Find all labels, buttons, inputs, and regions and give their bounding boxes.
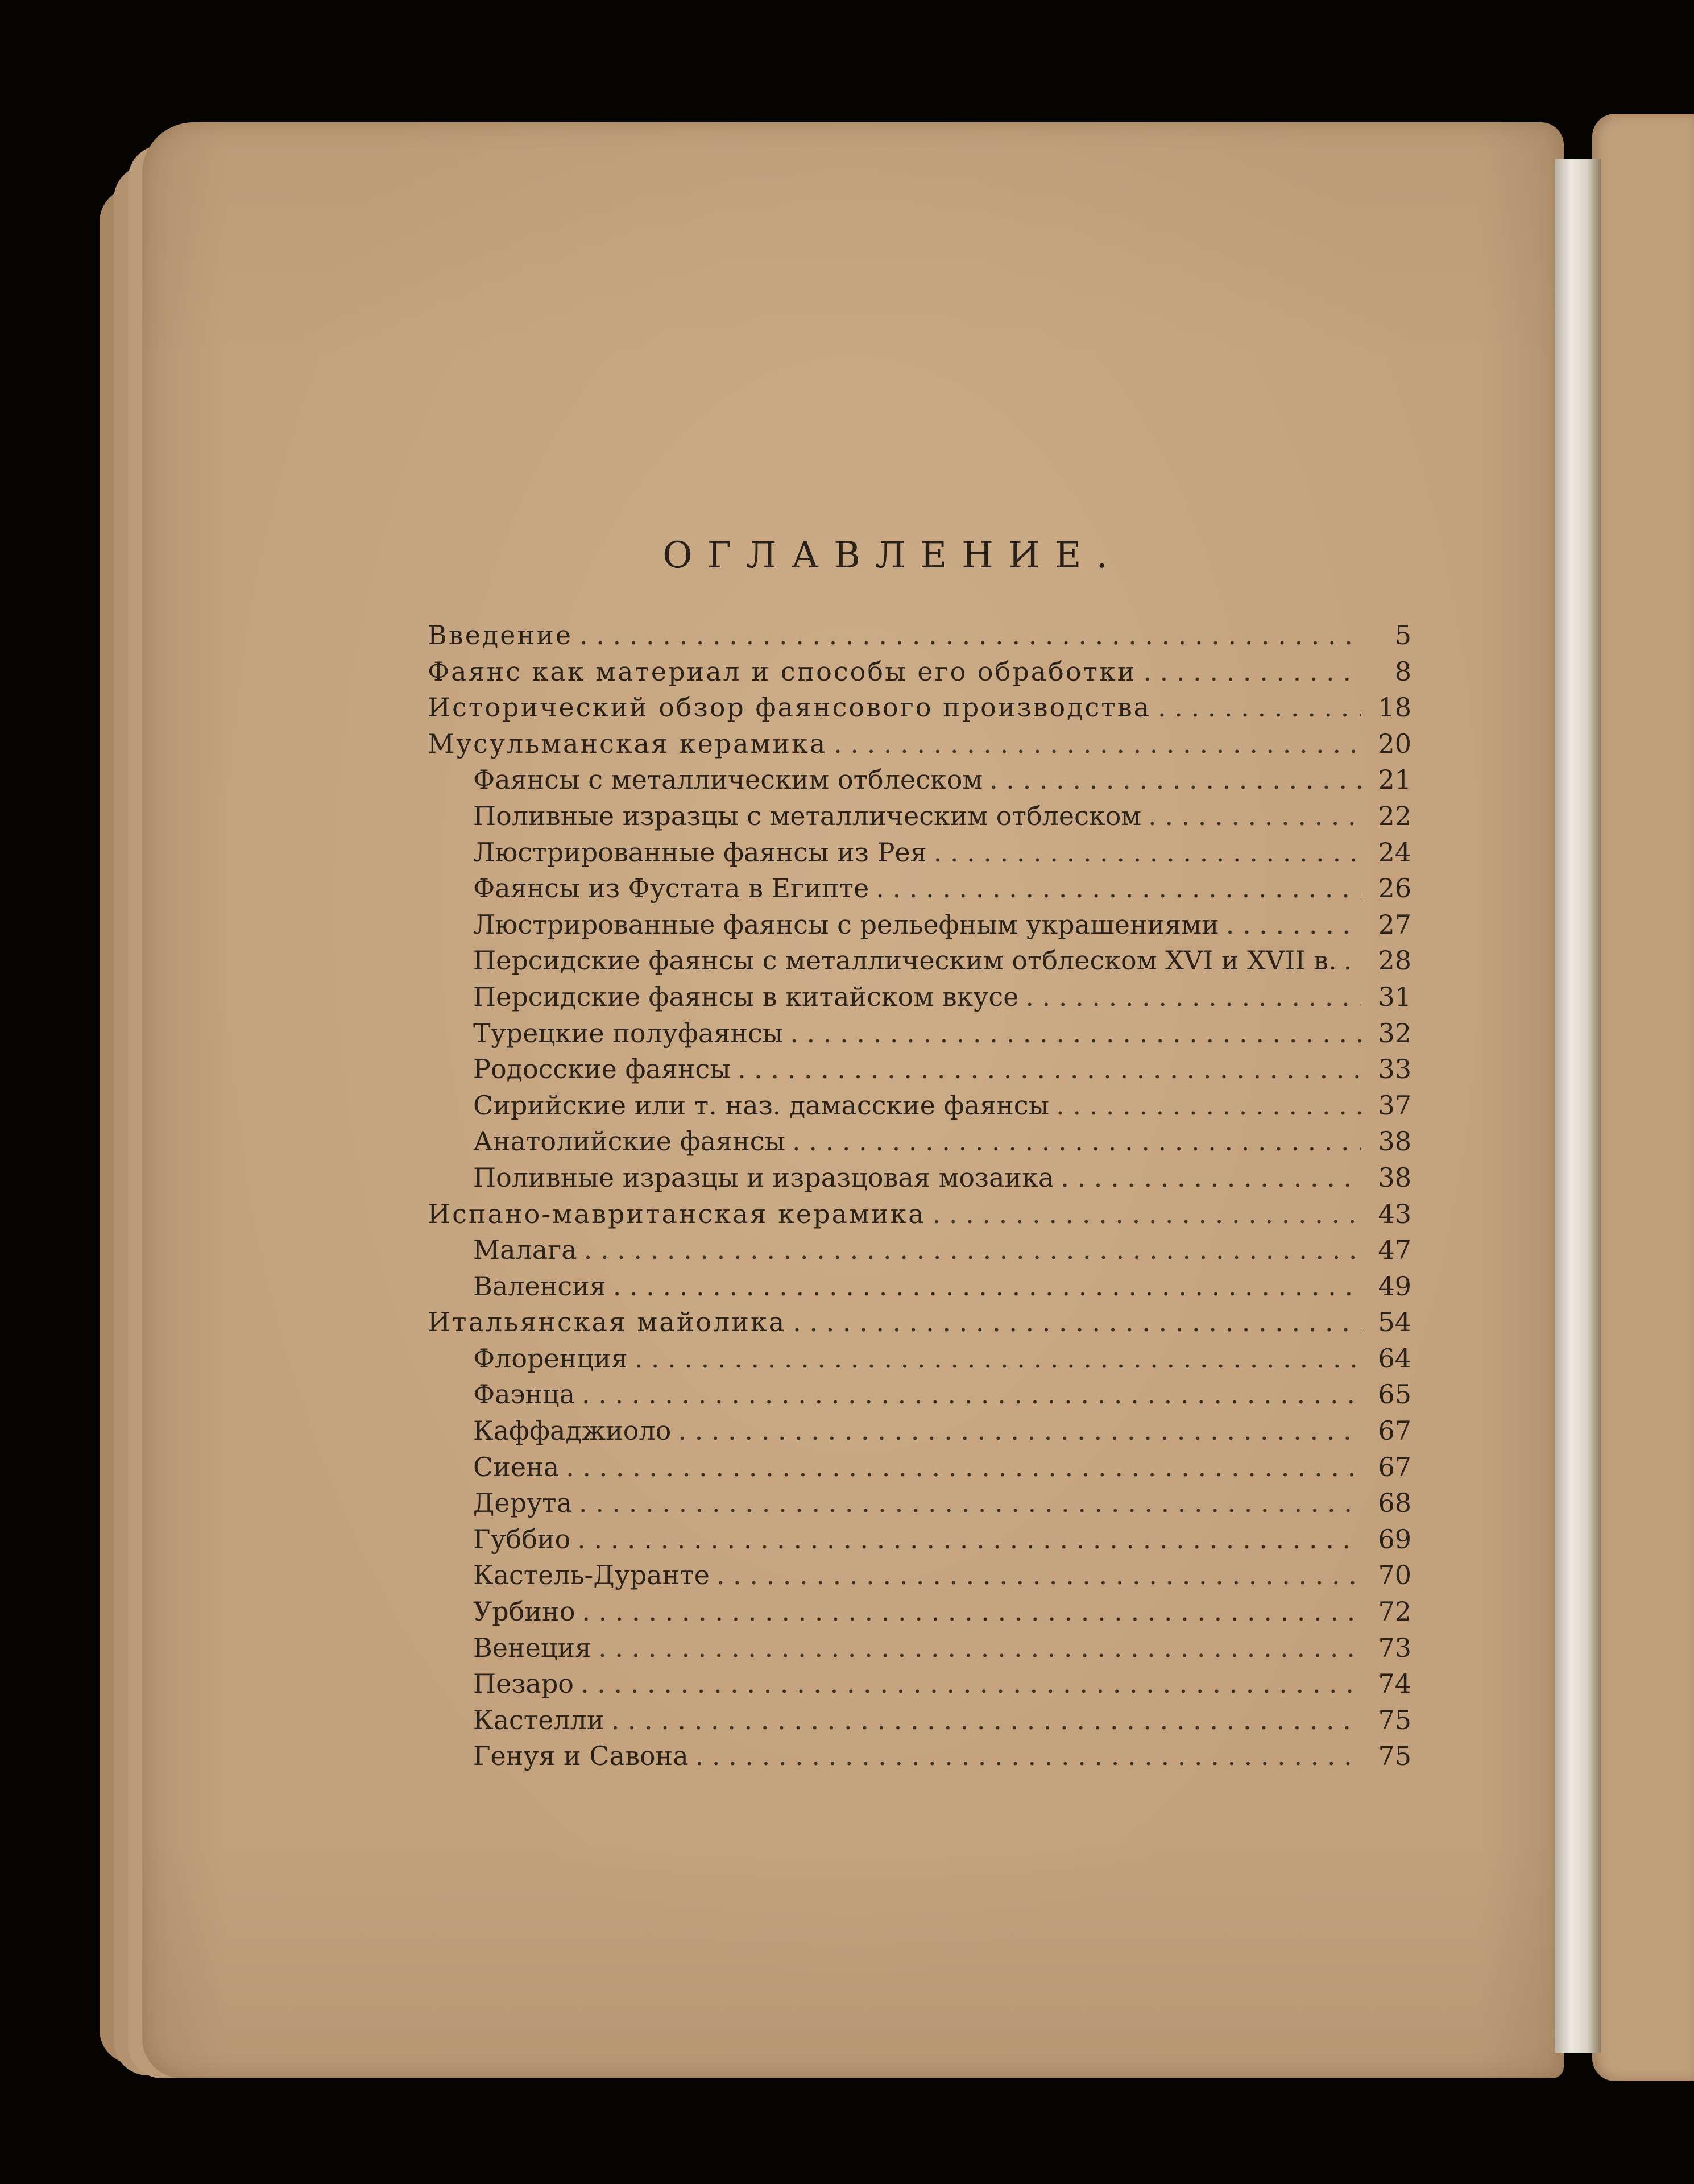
toc-entry-title: Губбио xyxy=(473,1523,571,1555)
toc-entry-title: Флоренция xyxy=(473,1342,628,1374)
dot-leader xyxy=(579,618,1361,654)
toc-entry-title: Генуя и Савона xyxy=(473,1740,689,1772)
adjacent-page xyxy=(1592,114,1694,2081)
toc-entry xyxy=(428,1341,1411,1377)
toc-page-number: 49 xyxy=(1378,1270,1411,1302)
toc-page-number: 65 xyxy=(1378,1379,1411,1410)
toc-page-number: 21 xyxy=(1378,764,1411,795)
toc-entry-title: Персидские фаянсы в китайском вкусе xyxy=(473,981,1019,1012)
toc-entry xyxy=(428,1160,1411,1196)
dot-leader xyxy=(1061,1160,1361,1196)
book-gutter xyxy=(1555,159,1601,2053)
dot-leader xyxy=(792,1124,1361,1160)
toc-page-number: 18 xyxy=(1378,692,1411,723)
toc-entry-title: Сирийские или т. наз. дамасские фаянсы xyxy=(473,1089,1050,1121)
toc-page-number: 43 xyxy=(1378,1198,1411,1229)
toc-entry xyxy=(428,1269,1411,1305)
dot-leader xyxy=(1148,798,1361,835)
dot-leader xyxy=(1158,690,1361,726)
toc-entry xyxy=(428,726,1411,762)
toc-entry xyxy=(428,690,1411,726)
toc-entry-title: Люстрированные фаянсы с рельефным украшениями xyxy=(473,909,1219,940)
toc-entry xyxy=(428,1738,1411,1775)
toc-entry-title: Итальянская майолика xyxy=(428,1307,786,1338)
toc-entry xyxy=(428,1088,1411,1124)
toc-entry-title: Кастель-Дуранте xyxy=(473,1560,710,1591)
dot-leader xyxy=(577,1522,1361,1558)
toc-entry-title: Фаянс как материал и способы его обработки xyxy=(428,656,1137,687)
toc-page-number: 26 xyxy=(1378,873,1411,904)
toc-page-number: 68 xyxy=(1378,1487,1411,1519)
dot-leader xyxy=(790,1016,1361,1052)
toc-entry-title: Малага xyxy=(473,1234,577,1266)
toc-page-number: 38 xyxy=(1378,1126,1411,1157)
toc-entry-title: Поливные изразцы с металлическим отблеском xyxy=(473,800,1142,831)
toc-entry-title: Фаянсы из Фустата в Египте xyxy=(473,873,869,904)
toc-page-number: 37 xyxy=(1378,1089,1411,1121)
toc-entry-title: Испано-мавританская керамика xyxy=(428,1198,926,1229)
dot-leader xyxy=(933,1196,1361,1233)
toc-page-number: 5 xyxy=(1394,620,1411,650)
toc-entry xyxy=(428,943,1411,979)
toc-page-number: 38 xyxy=(1378,1162,1411,1193)
toc-entry xyxy=(428,1485,1411,1522)
toc-entry-title: Пезаро xyxy=(473,1668,574,1700)
toc-page-number: 73 xyxy=(1378,1632,1411,1663)
toc-page-number: 74 xyxy=(1378,1668,1411,1700)
toc-entry xyxy=(428,618,1411,654)
dot-leader xyxy=(716,1557,1361,1594)
toc-page-number: 67 xyxy=(1378,1451,1411,1482)
dot-leader xyxy=(1143,654,1361,690)
toc-entry xyxy=(428,1124,1411,1160)
dot-leader xyxy=(613,1269,1361,1305)
toc-entry xyxy=(428,1051,1411,1088)
toc-entry-title: Турецкие полуфаянсы xyxy=(473,1017,784,1049)
dot-leader xyxy=(566,1449,1361,1486)
toc-page-number: 54 xyxy=(1378,1307,1411,1338)
toc-entry xyxy=(428,1594,1411,1630)
toc-page-number: 8 xyxy=(1394,656,1411,687)
toc-entry xyxy=(428,1232,1411,1269)
toc-entry-title: Анатолийские фаянсы xyxy=(473,1126,786,1157)
toc-entry-title: Поливные изразцы и изразцовая мозаика xyxy=(473,1162,1054,1193)
dot-leader xyxy=(584,1232,1361,1269)
toc-page-number: 75 xyxy=(1378,1704,1411,1735)
toc-page-number: 27 xyxy=(1378,909,1411,940)
toc-entry xyxy=(428,1196,1411,1233)
toc-entry xyxy=(428,835,1411,871)
dot-leader xyxy=(738,1051,1361,1088)
dot-leader xyxy=(582,1377,1361,1413)
toc-entry xyxy=(428,1016,1411,1052)
toc-entry xyxy=(428,654,1411,690)
toc-entry-title: Исторический обзор фаянсового производства xyxy=(428,692,1152,723)
dot-leader xyxy=(989,762,1361,798)
dot-leader xyxy=(834,726,1361,762)
toc-page-number: 75 xyxy=(1378,1740,1411,1772)
toc-page-number: 72 xyxy=(1378,1596,1411,1627)
dot-leader xyxy=(678,1413,1361,1449)
toc-entry xyxy=(428,1413,1411,1449)
dot-leader xyxy=(934,835,1361,871)
toc-page-number: 20 xyxy=(1378,728,1411,759)
toc-entry xyxy=(428,907,1411,943)
dot-leader xyxy=(579,1485,1361,1522)
dot-leader xyxy=(876,871,1361,907)
toc-entry-title: Каффаджиоло xyxy=(473,1415,672,1447)
dot-leader xyxy=(611,1702,1361,1739)
toc-page-number: 70 xyxy=(1378,1560,1411,1591)
toc-page-number: 69 xyxy=(1378,1523,1411,1555)
toc-entry-title: Введение xyxy=(428,620,573,650)
toc-entry-title: Мусульманская керамика xyxy=(428,728,827,759)
toc-entry-title: Урбино xyxy=(473,1596,575,1627)
toc-entry-title: Родосские фаянсы xyxy=(473,1054,731,1085)
toc-entry-title: Фаэнца xyxy=(473,1379,575,1410)
page-title: ОГЛАВЛЕНИЕ. xyxy=(662,534,1123,577)
toc-page-number: 31 xyxy=(1378,981,1411,1012)
dot-leader xyxy=(793,1304,1361,1341)
toc-entry xyxy=(428,1304,1411,1341)
dot-leader xyxy=(598,1630,1361,1667)
toc-entry xyxy=(428,798,1411,835)
toc-page-number: 28 xyxy=(1378,945,1411,976)
dot-leader xyxy=(635,1341,1361,1377)
toc-entry xyxy=(428,1630,1411,1667)
toc-page-number: 47 xyxy=(1378,1234,1411,1266)
toc-entry xyxy=(428,1702,1411,1739)
dot-leader xyxy=(1025,979,1361,1016)
toc-entry-title: Люстрированные фаянсы из Рея xyxy=(473,836,927,868)
toc-entry xyxy=(428,979,1411,1016)
table-of-contents xyxy=(428,618,1411,1775)
dot-leader xyxy=(695,1738,1361,1775)
toc-entry xyxy=(428,762,1411,798)
toc-page-number: 33 xyxy=(1378,1054,1411,1085)
toc-page-number: 22 xyxy=(1378,800,1411,831)
dot-leader xyxy=(1344,943,1361,979)
toc-entry-title: Кастелли xyxy=(473,1704,604,1735)
toc-entry-title: Дерута xyxy=(473,1487,573,1519)
toc-entry xyxy=(428,1557,1411,1594)
toc-entry xyxy=(428,1666,1411,1702)
dot-leader xyxy=(582,1594,1361,1630)
toc-entry-title: Венеция xyxy=(473,1632,592,1663)
toc-entry-title: Персидские фаянсы с металлическим отблеском XVI и XVII в. xyxy=(473,945,1337,976)
toc-entry xyxy=(428,1449,1411,1486)
toc-entry-title: Фаянсы с металлическим отблеском xyxy=(473,764,983,795)
dot-leader xyxy=(581,1666,1361,1702)
toc-entry-title: Валенсия xyxy=(473,1270,606,1302)
dot-leader xyxy=(1226,907,1361,943)
toc-entry xyxy=(428,1522,1411,1558)
toc-entry-title: Сиена xyxy=(473,1451,560,1482)
toc-page-number: 24 xyxy=(1378,836,1411,868)
toc-page-number: 32 xyxy=(1378,1017,1411,1049)
toc-entry xyxy=(428,1377,1411,1413)
toc-entry xyxy=(428,871,1411,907)
toc-page-number: 67 xyxy=(1378,1415,1411,1447)
dot-leader xyxy=(1056,1088,1361,1124)
toc-page-number: 64 xyxy=(1378,1342,1411,1374)
